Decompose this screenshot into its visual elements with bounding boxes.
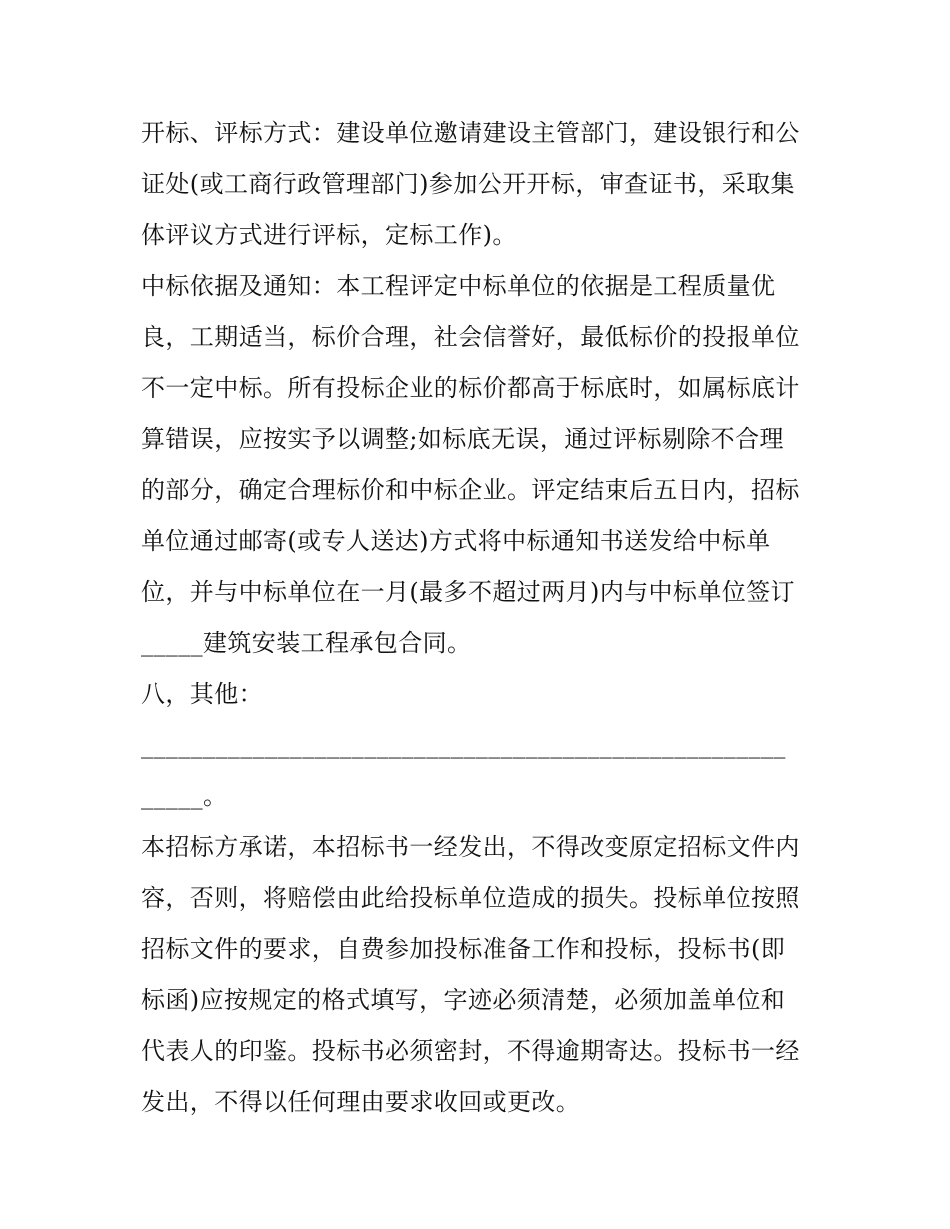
text-line: 良，工期适当，标价合理，社会信誉好，最低标价的投报单位 xyxy=(141,323,800,351)
text-line: 位，并与中标单位在一月(最多不超过两月)内与中标单位签订 xyxy=(141,578,795,606)
text-line: 容，否则，将赔偿由此给投标单位造成的损失。投标单位按照 xyxy=(141,884,800,912)
text-line: 证处(或工商行政管理部门)参加公开开标，审查证书，采取集 xyxy=(141,170,795,198)
text-line: _____建筑安装工程承包合同。 xyxy=(141,629,472,657)
text-line: 开标、评标方式：建设单位邀请建设主管部门，建设银行和公 xyxy=(141,119,800,147)
section-heading: 八，其他： xyxy=(141,680,263,708)
text-line: 单位通过邮寄(或专人送达)方式将中标通知书送发给中标单 xyxy=(141,527,771,555)
blank-fill-line: _____。 xyxy=(141,782,228,810)
text-line: 招标文件的要求，自费参加投标准备工作和投标，投标书(即 xyxy=(141,935,786,963)
text-line: 标函)应按规定的格式填写，字迹必须清楚，必须加盖单位和 xyxy=(141,986,786,1014)
text-line: 中标依据及通知：本工程评定中标单位的依据是工程质量优 xyxy=(141,272,776,300)
blank-fill-line: ____________________________________________________ xyxy=(141,731,786,759)
document-body xyxy=(141,108,821,1128)
text-line: 算错误，应按实予以调整;如标底无误，通过评标剔除不合理 xyxy=(141,425,784,453)
text-line: 的部分，确定合理标价和中标企业。评定结束后五日内，招标 xyxy=(141,476,800,504)
text-line: 体评议方式进行评标，定标工作)。 xyxy=(141,221,517,249)
text-line: 发出，不得以任何理由要求收回或更改。 xyxy=(141,1088,581,1116)
text-line: 本招标方承诺，本招标书一经发出，不得改变原定招标文件内 xyxy=(141,833,800,861)
text-line: 不一定中标。所有投标企业的标价都高于标底时，如属标底计 xyxy=(141,374,800,402)
text-line: 代表人的印鉴。投标书必须密封，不得逾期寄达。投标书一经 xyxy=(141,1037,800,1065)
